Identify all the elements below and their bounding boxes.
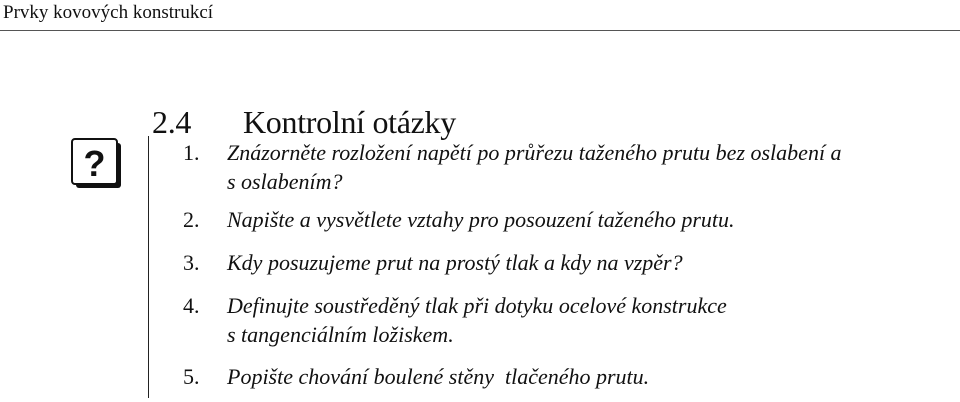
section-title: Kontrolní otázky [243, 103, 456, 140]
question-word: soustředěný [314, 293, 420, 318]
question-number: 1. [183, 140, 200, 165]
question-text-line: Napište a vysvětlete vztahy pro posouzení taženého prutu. [227, 207, 735, 232]
question-item-4 [183, 291, 955, 349]
section-heading [152, 102, 456, 142]
question-word: ocelové [558, 293, 626, 318]
question-mark-glyph: ? [83, 143, 106, 184]
question-text-line: Popište chování boulené stěny tlačeného prutu. [227, 364, 650, 389]
question-text-line [183, 291, 955, 320]
section-number: 2.4 [152, 103, 192, 140]
header-divider [0, 30, 960, 31]
question-number: 5. [183, 364, 200, 389]
question-word: Definujte [227, 293, 309, 318]
question-text-line: Kdy posuzujeme prut na prostý tlak a kdy na vzpěr? [227, 250, 683, 275]
question-word: tlak [424, 293, 458, 318]
question-number: 4. [183, 293, 200, 318]
question-item-1 [183, 138, 955, 196]
question-item-3 [183, 248, 955, 277]
margin-rule [148, 136, 149, 398]
question-mark-icon [71, 138, 123, 190]
running-header-title: Prvky kovových konstrukcí [3, 2, 214, 23]
question-text-line: s tangenciálním ložiskem. [227, 322, 454, 347]
question-number: 3. [183, 250, 200, 275]
question-item-5 [183, 362, 955, 391]
question-text-line: Znázorněte rozložení napětí po průřezu taženého prutu bez oslabení a [227, 140, 842, 165]
question-text-line: s oslabením? [227, 169, 343, 194]
question-word: dotyku [494, 293, 554, 318]
question-word: konstrukce [631, 293, 727, 318]
question-number: 2. [183, 207, 200, 232]
question-item-2 [183, 205, 955, 234]
question-word: při [463, 293, 490, 318]
